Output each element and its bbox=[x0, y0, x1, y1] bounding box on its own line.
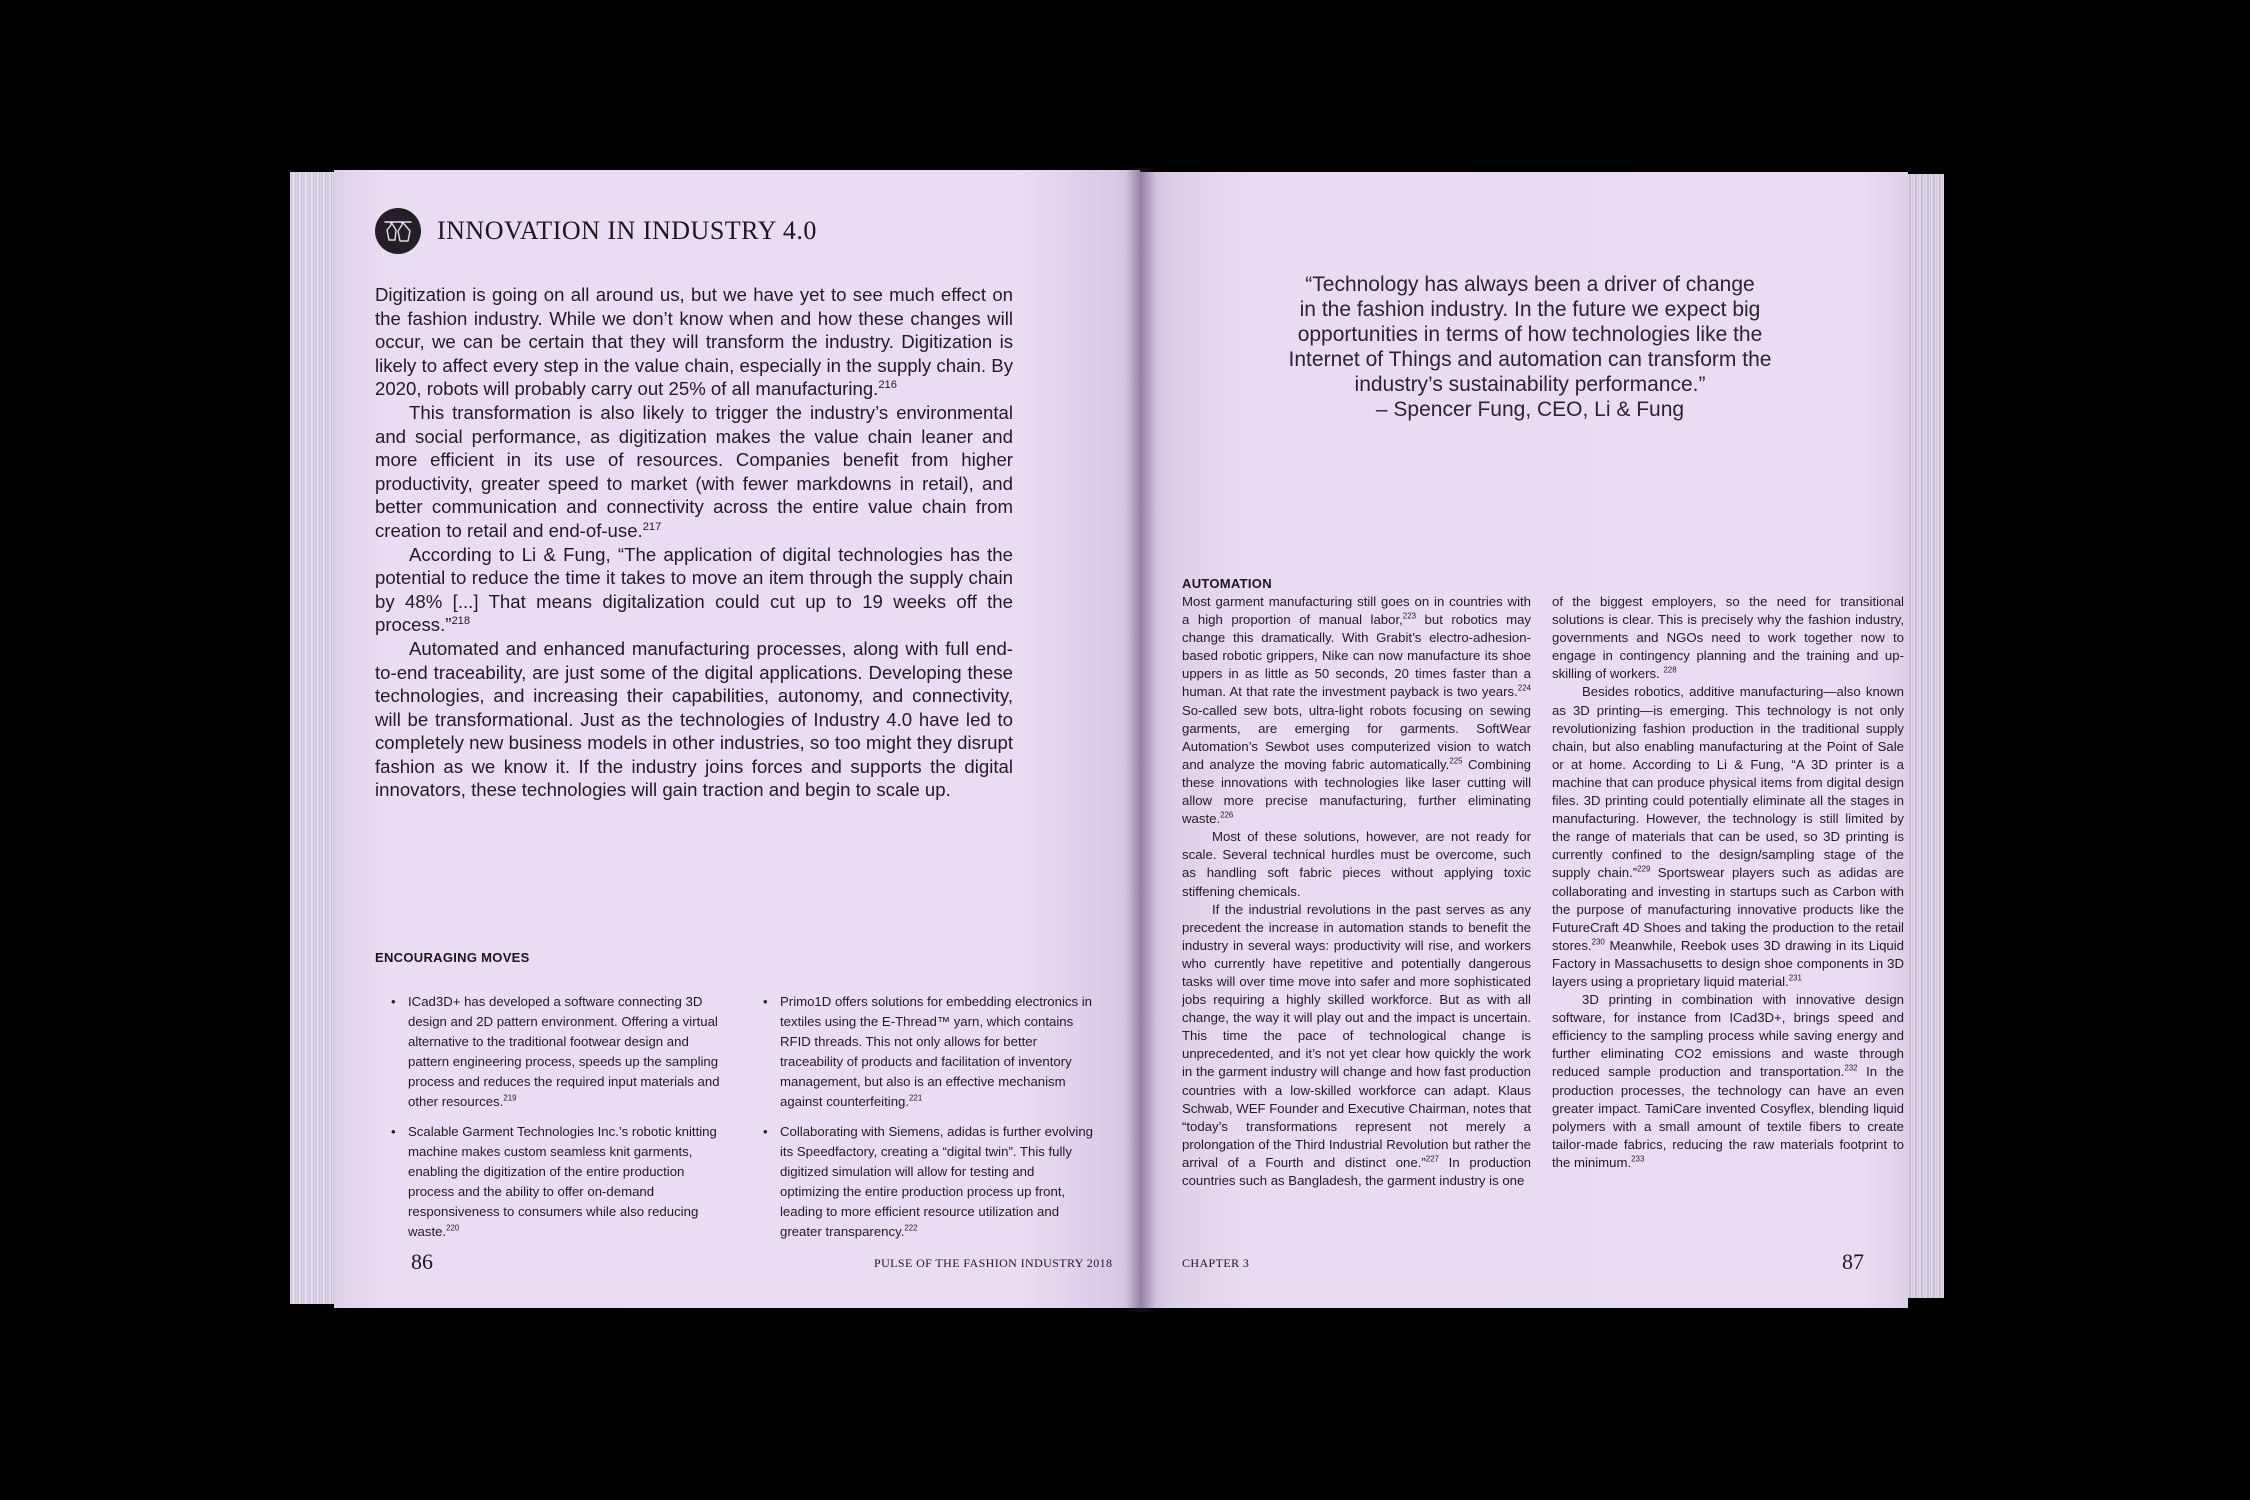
quote-line: opportunities in terms of how technologies like the bbox=[1297, 323, 1763, 346]
main-article bbox=[375, 283, 1013, 802]
paragraph: This transformation is also likely to trigger the industry’s environmental and social performance, as digitization makes the value chain leaner and more efficient in its use of resources. Companies benefit from higher productivity, greater speed to market (with fewer markdowns in retail), and better communication and connectivity across the entire value chain from creation to retail and end-of-use.$^{217}$ bbox=[375, 401, 1013, 541]
automation-column-2 bbox=[1552, 593, 1904, 1172]
paragraph: Besides robotics, additive manufacturing—also known as 3D printing—is emerging. This technology is not only revolutionizing fashion production in the traditional supply chain, but also enabling manufacturing at the Point of Sale or at home. According to Li & Fung, “A 3D printer is a machine that can produce physical items from digital design files. 3D printing could potentially eliminate all the stages in manufacturing. However, the technology is still limited by the range of materials that can be used, so 3D printing is currently confined to the design/sampling stage of the supply chain.”$^{229}$ Sportswear players such as adidas are collaborating and investing in startups such as Carbon with the purpose of manufacturing innovative products like the FutureCraft 4D Shoes and taking the production to the retail stores.$^{230}$ Meanwhile, Reebok uses 3D drawing in its Liquid Factory in Massachusetts to design shoe components in 3D layers using a proprietary liquid material.$^{231}$ bbox=[1552, 684, 1904, 989]
automation-column-1 bbox=[1182, 593, 1531, 1190]
paragraph: If the industrial revolutions in the past serves as any precedent the increase in automation stands to benefit the industry in several ways: productivity will rise, and workers who currently have repetitive and potentially dangerous tasks will over time move into safer and more sophisticated jobs requiring a highly skilled workforce. But as with all change, the way it will play out and the impact is uncertain. This time the pace of technological change is unprecedented, and it’s not yet clear how quickly the work in the garment industry will change and how fast production countries with a low-skilled workforce can adapt. Klaus Schwab, WEF Founder and Executive Chairman, notes that “today’s transformations represent not merely a prolongation of the Third Industrial Revolution but rather the arrival of a Fourth and distinct one.”$^{227}$ In production countries such as Bangladesh, the garment industry is one bbox=[1182, 901, 1531, 1188]
quote-line: “Technology has always been a driver of change bbox=[1305, 273, 1755, 296]
list-item: • Collaborating with Siemens, adidas is further evolving its Speedfactory, creating a “digital twin”. This fully digitized simulation will allow for testing and optimizing the entire production process up front, leading to more efficient resource utilization and greater transparency.$^{222}$ bbox=[780, 1122, 1096, 1242]
paragraph: 3D printing in combination with innovative design software, for instance from ICad3D+, brings speed and efficiency to the sampling process while saving energy and further eliminating CO2 emissions and waste through reduced sample production and transportation.$^{232}$ In the production processes, the technology can have an even greater impact. TamiCare invented Cosyflex, blending liquid polymers with a small amount of textile fibers to create tailor-made fabrics, reducing the raw materials footprint to the minimum.$^{233}$ bbox=[1552, 992, 1904, 1170]
footnote-ref: 216 bbox=[878, 379, 897, 392]
list-item: • Scalable Garment Technologies Inc.’s robotic knitting machine makes custom seamless knit garments, enabling the digitization of the entire production process and the ability to offer on-demand responsiveness to consumers while also reducing waste.$^{220}$ bbox=[408, 1122, 730, 1242]
moves-list-col1 bbox=[408, 992, 730, 1252]
page-edges-left bbox=[290, 172, 338, 1304]
page-number-left: 86 bbox=[411, 1249, 433, 1274]
page-number-right: 87 bbox=[1842, 1249, 1864, 1274]
paragraph: Most of these solutions, however, are not ready for scale. Several technical hurdles must be overcome, such as handling soft fabric pieces without applying toxic stiffening chemicals. bbox=[1182, 829, 1531, 899]
footnote-ref: 218 bbox=[451, 615, 471, 628]
encouraging-moves-label: ENCOURAGING MOVES bbox=[375, 950, 530, 965]
running-footer-right: CHAPTER 3 bbox=[1182, 1256, 1250, 1270]
paragraph: Automated and enhanced manufacturing processes, along with full end-to-end traceability, are just some of the digital applications. Developing these technologies, and increasing their capabilities, autonomy, and connectivity, will be transformational. Just as the technologies of Industry 4.0 have led to completely new business models in other industries, so too might they disrupt fashion as we know it. If the industry joins forces and supports the digital innovators, these technologies will gain traction and begin to scale up. bbox=[375, 637, 1013, 801]
quote-attribution: – Spencer Fung, CEO, Li & Fung bbox=[1375, 398, 1685, 421]
quote-line: Internet of Things and automation can transform the bbox=[1288, 348, 1772, 371]
paragraph: of the biggest employers, so the need for transitional solutions is clear. This is precisely why the fashion industry, governments and NGOs need to work together now to engage in contingency planning and the training and up-skilling of workers. $^{228}$ bbox=[1552, 594, 1904, 682]
paragraph: According to Li & Fung, “The application of digital technologies has the potential to reduce the time it takes to move an item through the supply chain by 48% [...] That means digitalization could cut up to 19 weeks off the process.”$^{218}$ bbox=[375, 543, 1013, 636]
footnote-ref: 217 bbox=[642, 520, 662, 533]
quote-line: in the fashion industry. In the future we expect big bbox=[1299, 298, 1761, 321]
pull-quote bbox=[1250, 272, 1810, 422]
chapter-title: INNOVATION IN INDUSTRY 4.0 bbox=[437, 216, 817, 245]
list-item: • Primo1D offers solutions for embedding electronics in textiles using the E-Thread™ yarn, which contains RFID threads. This not only allows for better traceability of products and facilitation of inventory management, but also is an effective mechanism against counterfeiting.$^{221}$ bbox=[780, 992, 1096, 1112]
list-item: • ICad3D+ has developed a software connecting 3D design and 2D pattern environment. Offering a virtual alternative to the traditional footwear design and pattern engineering process, speeds up the sampling process and reduces the required input materials and other resources.$^{219}$ bbox=[408, 992, 730, 1112]
quote-line: industry’s sustainability performance.” bbox=[1354, 373, 1706, 396]
hanging-garments-icon bbox=[375, 208, 421, 254]
book-gutter bbox=[1126, 168, 1156, 1312]
paragraph: Most garment manufacturing still goes on in countries with a high proportion of manual labor,$^{223}$ but robotics may change this dramatically. With Grabit’s electro-adhesion-based robotic grippers, Nike can now manufacture its shoe uppers in as little as 50 seconds, 20 times faster than a human. At that rate the investment payback is two years.$^{224}$ So-called sew bots, ultra-light robots focusing on sewing garments, are emerging for garments. SoftWear Automation’s Sewbot uses computerized vision to watch and analyze the moving fabric automatically.$^{225}$ Combining these innovations with technologies like laser cutting will allow more precise manufacturing, further eliminating waste.$^{226}$ bbox=[1182, 594, 1531, 827]
running-footer-left: PULSE OF THE FASHION INDUSTRY 2018 bbox=[874, 1256, 1113, 1270]
automation-label: AUTOMATION bbox=[1182, 576, 1272, 591]
paragraph: Digitization is going on all around us, but we have yet to see much effect on the fashion industry. While we don’t know when and how these changes will occur, we can be certain that they will transform the industry. Digitization is likely to affect every step in the value chain, especially in the supply chain. By 2020, robots will probably carry out 25% of all manufacturing.$^{216}$ bbox=[375, 284, 1013, 400]
moves-list-col2 bbox=[780, 992, 1096, 1252]
chapter-header bbox=[375, 208, 817, 254]
